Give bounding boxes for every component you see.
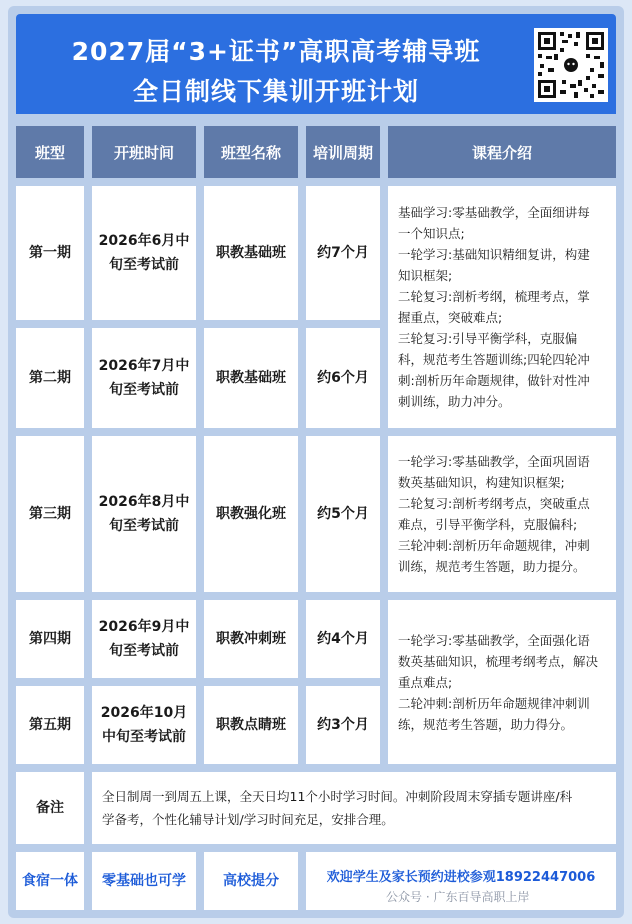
intro3-line: 二轮冲刺:剖析历年命题规律冲刺训 xyxy=(398,695,590,711)
intro2-line: 一轮学习:零基础教学，全面巩固语 xyxy=(398,454,590,469)
intro1-line: 刺:剖析历年命题规律，做针对性冲 xyxy=(398,373,590,388)
row2-time-line2: 旬至考试前 xyxy=(109,382,179,398)
col-header-period: 培训周期 xyxy=(306,126,380,178)
row5-time xyxy=(92,686,196,764)
row4-time-line1: 2026年9月中 xyxy=(98,619,190,635)
intro3-line: 练，规范考生答题，助力得分。 xyxy=(398,716,574,732)
watermark: 公众号 · 广东百导高职上岸 xyxy=(386,890,530,904)
row1-type: 第一期 xyxy=(16,186,84,320)
row1-time-line1: 2026年6月中 xyxy=(98,233,190,249)
intro1-line: 一个知识点; xyxy=(398,226,465,241)
footer-item-zero-basis: 零基础也可学 xyxy=(92,852,196,910)
course-intro-3 xyxy=(388,600,616,764)
row5-type: 第五期 xyxy=(16,686,84,764)
intro1-line: 一轮学习:基础知识精细复讲，构建 xyxy=(398,247,590,262)
row3-type: 第三期 xyxy=(16,436,84,592)
title-line-1: 2027届“3+证书”高职高考辅导班 xyxy=(71,37,481,66)
row1-period: 约7个月 xyxy=(306,186,380,320)
col-header-name: 班型名称 xyxy=(204,126,298,178)
intro1-line: 刺训练，助力冲分。 xyxy=(398,394,511,409)
note-text xyxy=(92,772,616,844)
row3-time xyxy=(92,436,196,592)
intro2-line: 二轮复习:剖析考纲考点，突破重点 xyxy=(398,496,590,511)
intro2-line: 训练，规范考生答题，助力提分。 xyxy=(398,559,586,574)
intro3-line: 数英基础知识，梳理考纲考点，解决 xyxy=(398,653,599,669)
intro1-line: 三轮复习:引导平衡学科，克服偏 xyxy=(398,331,578,346)
col-header-time: 开班时间 xyxy=(92,126,196,178)
row3-time-line1: 2026年8月中 xyxy=(98,494,190,510)
row4-type: 第四期 xyxy=(16,600,84,678)
row5-name: 职教点睛班 xyxy=(204,686,298,764)
row4-period: 约4个月 xyxy=(306,600,380,678)
row3-time-line2: 旬至考试前 xyxy=(109,518,179,534)
row1-time xyxy=(92,186,196,320)
intro3-line: 一轮学习:零基础教学，全面强化语 xyxy=(398,632,590,648)
note-line: 全日制周一到周五上课，全天日均11个小时学习时间。冲刺阶段周末穿插专题讲座/科 xyxy=(102,789,573,804)
intro1-line: 二轮复习:剖析考纲，梳理考点，掌 xyxy=(398,289,590,304)
qr-code-graphic xyxy=(534,28,608,102)
intro2-line: 数英基础知识，构建知识框架; xyxy=(398,475,565,490)
intro1-line: 基础学习:零基础教学，全面细讲每 xyxy=(398,205,590,220)
footer-item-visit-contact[interactable]: 欢迎学生及家长预约进校参观18922447006 xyxy=(306,852,616,910)
row1-name: 职教基础班 xyxy=(204,186,298,320)
row5-period: 约3个月 xyxy=(306,686,380,764)
row5-time-line2: 中旬至考试前 xyxy=(101,729,186,745)
footer-item-board: 食宿一体 xyxy=(16,852,84,910)
row3-period: 约5个月 xyxy=(306,436,380,592)
intro1-line: 科，规范考生答题训练;四轮四轮冲 xyxy=(398,352,590,367)
footer-item-score-boost: 高校提分 xyxy=(204,852,298,910)
intro3-line: 重点难点; xyxy=(398,674,453,690)
col-header-type: 班型 xyxy=(16,126,84,178)
row2-time xyxy=(92,328,196,428)
row4-time xyxy=(92,600,196,678)
poster-header xyxy=(16,14,616,114)
qr-code-icon xyxy=(534,28,608,102)
note-line: 学备考，个性化辅导计划/学习时间充足，安排合理。 xyxy=(102,812,394,827)
intro1-line: 知识框架; xyxy=(398,268,453,283)
row3-name: 职教强化班 xyxy=(204,436,298,592)
row2-name: 职教基础班 xyxy=(204,328,298,428)
note-label: 备注 xyxy=(16,772,84,844)
row4-name: 职教冲刺班 xyxy=(204,600,298,678)
course-intro-1 xyxy=(388,186,616,428)
intro2-line: 难点，引导平衡学科，克服偏科; xyxy=(398,517,578,532)
row2-time-line1: 2026年7月中 xyxy=(98,358,190,374)
row4-time-line2: 旬至考试前 xyxy=(109,643,179,659)
row2-type: 第二期 xyxy=(16,328,84,428)
row1-time-line2: 旬至考试前 xyxy=(109,257,179,273)
col-header-intro: 课程介绍 xyxy=(388,126,616,178)
course-intro-2 xyxy=(388,436,616,592)
row5-time-line1: 2026年10月 xyxy=(100,705,188,721)
intro1-line: 握重点，突破难点; xyxy=(398,310,503,325)
row2-period: 约6个月 xyxy=(306,328,380,428)
title-line-2: 全日制线下集训开班计划 xyxy=(132,77,419,106)
intro2-line: 三轮冲刺:剖析历年命题规律，冲刺 xyxy=(398,538,590,553)
